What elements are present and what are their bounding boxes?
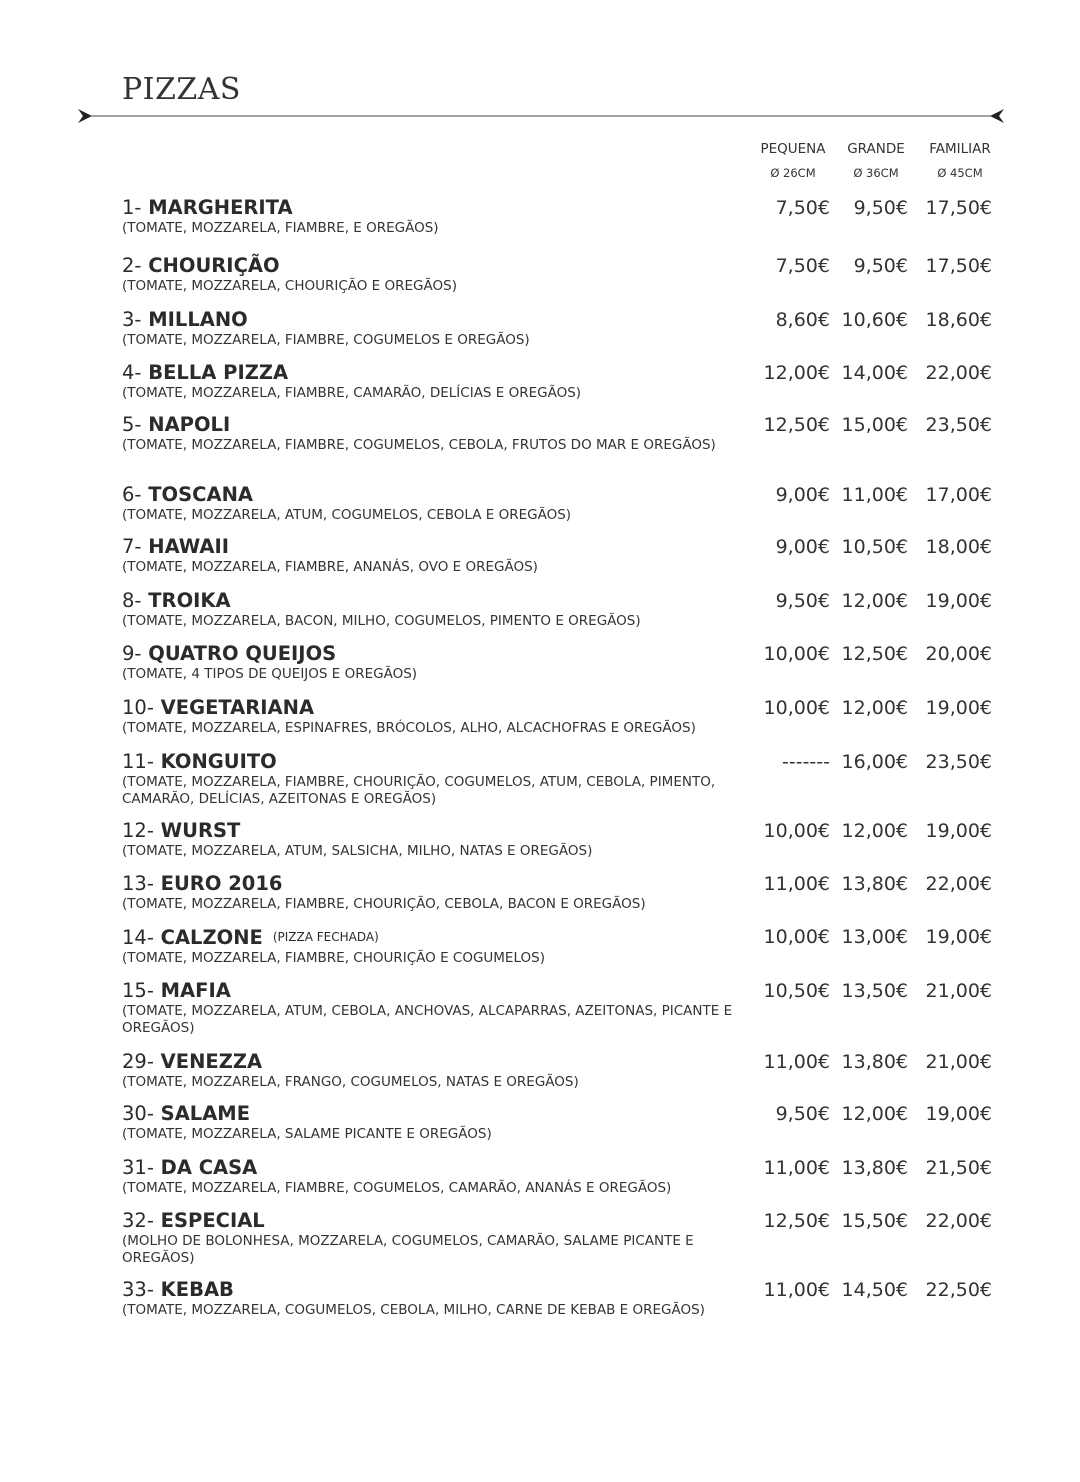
price-familiar: 21,00€ <box>925 980 992 1002</box>
menu-item-name: CALZONE <box>160 926 263 949</box>
menu-item <box>122 873 1002 913</box>
menu-item-name: MILLANO <box>148 308 248 331</box>
menu-item <box>122 414 1002 454</box>
price-pequena: 7,50€ <box>775 255 830 277</box>
menu-item-number: 5- <box>122 413 142 436</box>
price-familiar: 18,60€ <box>925 309 992 331</box>
menu-item <box>122 697 1002 737</box>
price-pequena: 12,00€ <box>763 362 830 384</box>
price-pequena: 7,50€ <box>775 197 830 219</box>
menu-item-description: (TOMATE, MOZZARELA, SALAME PICANTE E OREGÃOS) <box>122 1126 492 1142</box>
price-familiar: 19,00€ <box>925 820 992 842</box>
price-grande: 13,80€ <box>841 873 908 895</box>
menu-item <box>122 820 1002 860</box>
menu-item-name: MARGHERITA <box>148 196 293 219</box>
price-familiar: 22,00€ <box>925 1210 992 1232</box>
price-grande: 13,80€ <box>841 1157 908 1179</box>
menu-item-name: WURST <box>160 819 241 842</box>
price-pequena: 9,00€ <box>775 484 830 506</box>
price-familiar: 19,00€ <box>925 590 992 612</box>
menu-item-name: TROIKA <box>148 589 231 612</box>
column-header-grande <box>831 137 921 185</box>
price-pequena: 10,00€ <box>763 643 830 665</box>
menu-item-description: (TOMATE, MOZZARELA, ATUM, COGUMELOS, CEBOLA E OREGÃOS) <box>122 507 572 523</box>
price-pequena: 11,00€ <box>763 1157 830 1179</box>
column-label: FAMILIAR <box>929 141 991 157</box>
price-familiar: 22,00€ <box>925 362 992 384</box>
price-grande: 9,50€ <box>853 255 908 277</box>
menu-item <box>122 362 1002 402</box>
price-familiar: 17,50€ <box>925 197 992 219</box>
menu-item-name: QUATRO QUEIJOS <box>148 642 337 665</box>
menu-item-number: 4- <box>122 361 142 384</box>
menu-item <box>122 309 1002 349</box>
menu-item <box>122 197 1002 237</box>
price-pequena: 10,00€ <box>763 697 830 719</box>
price-familiar: 19,00€ <box>925 697 992 719</box>
menu-item-description: (TOMATE, MOZZARELA, FIAMBRE, CHOURIÇÃO, CEBOLA, BACON E OREGÃOS) <box>122 896 646 912</box>
price-familiar: 19,00€ <box>925 926 992 948</box>
price-familiar: 18,00€ <box>925 536 992 558</box>
menu-item-name: EURO 2016 <box>160 872 283 895</box>
menu-item <box>122 1157 1002 1197</box>
column-header-familiar <box>915 137 1005 185</box>
column-header-pequena <box>748 137 838 185</box>
menu-item-description: (TOMATE, MOZZARELA, FIAMBRE, ANANÁS, OVO E OREGÃOS) <box>122 559 538 575</box>
menu-item-description: (TOMATE, MOZZARELA, ESPINAFRES, BRÓCOLOS, ALHO, ALCACHOFRAS E OREGÃOS) <box>122 720 696 736</box>
price-grande: 15,00€ <box>841 414 908 436</box>
price-grande: 16,00€ <box>841 751 908 773</box>
price-pequena: 11,00€ <box>763 1279 830 1301</box>
price-familiar: 21,00€ <box>925 1051 992 1073</box>
price-pequena: 9,50€ <box>775 1103 830 1125</box>
menu-item <box>122 1210 1002 1267</box>
menu-item-number: 14- <box>122 926 154 949</box>
menu-item-name: SALAME <box>160 1102 251 1125</box>
menu-item <box>122 536 1002 576</box>
menu-item-description: (TOMATE, MOZZARELA, FIAMBRE, E OREGÃOS) <box>122 220 439 236</box>
menu-item-description: (TOMATE, MOZZARELA, FIAMBRE, CHOURIÇÃO E COGUMELOS) <box>122 950 545 966</box>
price-grande: 13,80€ <box>841 1051 908 1073</box>
menu-item <box>122 643 1002 683</box>
column-size: Ø 45CM <box>937 166 983 180</box>
menu-item-description: (TOMATE, 4 TIPOS DE QUEIJOS E OREGÃOS) <box>122 666 418 682</box>
menu-item-number: 30- <box>122 1102 154 1125</box>
menu-item-description: (TOMATE, MOZZARELA, FIAMBRE, CAMARÃO, DELÍCIAS E OREGÃOS) <box>122 385 582 401</box>
price-familiar: 21,50€ <box>925 1157 992 1179</box>
column-label: PEQUENA <box>760 141 826 157</box>
menu-item-number: 11- <box>122 750 154 773</box>
menu-item-number: 31- <box>122 1156 154 1179</box>
price-pequena: 11,00€ <box>763 873 830 895</box>
menu-item-description: (TOMATE, MOZZARELA, COGUMELOS, CEBOLA, MILHO, CARNE DE KEBAB E OREGÃOS) <box>122 1302 705 1318</box>
price-grande: 13,50€ <box>841 980 908 1002</box>
menu-item-number: 2- <box>122 254 142 277</box>
menu-item-name: KONGUITO <box>160 750 277 773</box>
price-grande: 14,00€ <box>841 362 908 384</box>
menu-item-description: (TOMATE, MOZZARELA, ATUM, CEBOLA, ANCHOVAS, ALCAPARRAS, AZEITONAS, PICANTE E OREGÃOS) <box>122 1003 733 1036</box>
price-pequena: 12,50€ <box>763 414 830 436</box>
menu-item-note: (PIZZA FECHADA) <box>272 930 379 944</box>
price-pequena: 10,50€ <box>763 980 830 1002</box>
menu-item-name: VENEZZA <box>160 1050 263 1073</box>
price-familiar: 17,00€ <box>925 484 992 506</box>
menu-item-name: HAWAII <box>148 535 230 558</box>
page-title: PIZZAS <box>122 72 241 107</box>
price-grande: 13,00€ <box>841 926 908 948</box>
menu-item <box>122 255 1002 295</box>
menu-item <box>122 980 1002 1037</box>
menu-item <box>122 1103 1002 1143</box>
menu-item-number: 3- <box>122 308 142 331</box>
price-familiar: 23,50€ <box>925 751 992 773</box>
price-pequena: 8,60€ <box>775 309 830 331</box>
price-pequena: 9,50€ <box>775 590 830 612</box>
title-divider <box>78 106 1004 126</box>
price-grande: 12,00€ <box>841 590 908 612</box>
menu-item-number: 8- <box>122 589 142 612</box>
price-grande: 11,00€ <box>841 484 908 506</box>
menu-item-number: 7- <box>122 535 142 558</box>
menu-item-number: 10- <box>122 696 154 719</box>
price-pequena: 10,00€ <box>763 926 830 948</box>
column-size: Ø 26CM <box>770 166 816 180</box>
menu-item-name: MAFIA <box>160 979 231 1002</box>
menu-item-name: BELLA PIZZA <box>148 361 289 384</box>
price-pequena: ------- <box>782 751 830 773</box>
price-familiar: 19,00€ <box>925 1103 992 1125</box>
menu-item-number: 1- <box>122 196 142 219</box>
price-pequena: 9,00€ <box>775 536 830 558</box>
menu-item-number: 29- <box>122 1050 154 1073</box>
price-grande: 14,50€ <box>841 1279 908 1301</box>
menu-item-name: ESPECIAL <box>160 1209 265 1232</box>
menu-item-number: 12- <box>122 819 154 842</box>
column-label: GRANDE <box>847 141 905 157</box>
price-grande: 12,00€ <box>841 1103 908 1125</box>
menu-item <box>122 926 1002 967</box>
menu-item-description: (TOMATE, MOZZARELA, FIAMBRE, COGUMELOS, CAMARÃO, ANANÁS E OREGÃOS) <box>122 1180 672 1196</box>
price-familiar: 22,50€ <box>925 1279 992 1301</box>
price-pequena: 12,50€ <box>763 1210 830 1232</box>
menu-item-description: (TOMATE, MOZZARELA, FRANGO, COGUMELOS, NATAS E OREGÃOS) <box>122 1074 579 1090</box>
price-grande: 12,00€ <box>841 820 908 842</box>
menu-item <box>122 1279 1002 1319</box>
menu-item-number: 13- <box>122 872 154 895</box>
menu-item-name: KEBAB <box>160 1278 234 1301</box>
price-grande: 12,50€ <box>841 643 908 665</box>
menu-item-description: (TOMATE, MOZZARELA, BACON, MILHO, COGUMELOS, PIMENTO E OREGÃOS) <box>122 613 641 629</box>
price-familiar: 22,00€ <box>925 873 992 895</box>
price-pequena: 10,00€ <box>763 820 830 842</box>
menu-item-description: (TOMATE, MOZZARELA, FIAMBRE, CHOURIÇÃO, COGUMELOS, ATUM, CEBOLA, PIMENTO, CAMARÃO, DELÍCIAS, AZEITONAS E OREGÃOS) <box>122 774 716 807</box>
menu-item <box>122 590 1002 630</box>
menu-item <box>122 751 1002 808</box>
arrow-left-icon <box>78 109 92 123</box>
menu-item-name: TOSCANA <box>148 483 253 506</box>
price-familiar: 17,50€ <box>925 255 992 277</box>
menu-item-number: 15- <box>122 979 154 1002</box>
menu-item-description: (TOMATE, MOZZARELA, FIAMBRE, COGUMELOS, CEBOLA, FRUTOS DO MAR E OREGÃOS) <box>122 437 716 453</box>
menu-item-description: (TOMATE, MOZZARELA, CHOURIÇÃO E OREGÃOS) <box>122 278 457 294</box>
menu-item-number: 32- <box>122 1209 154 1232</box>
menu-item-number: 9- <box>122 642 142 665</box>
menu-item-number: 33- <box>122 1278 154 1301</box>
menu-item-name: NAPOLI <box>148 413 231 436</box>
menu-item-number: 6- <box>122 483 142 506</box>
price-grande: 15,50€ <box>841 1210 908 1232</box>
arrow-right-icon <box>990 109 1004 123</box>
price-familiar: 23,50€ <box>925 414 992 436</box>
menu-item-name: DA CASA <box>160 1156 258 1179</box>
menu-item <box>122 484 1002 524</box>
menu-item-description: (TOMATE, MOZZARELA, ATUM, SALSICHA, MILHO, NATAS E OREGÃOS) <box>122 843 593 859</box>
price-pequena: 11,00€ <box>763 1051 830 1073</box>
column-size: Ø 36CM <box>853 166 899 180</box>
menu-item-name: VEGETARIANA <box>160 696 315 719</box>
price-grande: 10,60€ <box>841 309 908 331</box>
menu-item-name: CHOURIÇÃO <box>148 254 280 277</box>
price-grande: 12,00€ <box>841 697 908 719</box>
menu-item-description: (MOLHO DE BOLONHESA, MOZZARELA, COGUMELOS, CAMARÃO, SALAME PICANTE E OREGÃOS) <box>122 1233 694 1266</box>
menu-item-description: (TOMATE, MOZZARELA, FIAMBRE, COGUMELOS E OREGÃOS) <box>122 332 530 348</box>
menu-item <box>122 1051 1002 1091</box>
price-grande: 10,50€ <box>841 536 908 558</box>
price-grande: 9,50€ <box>853 197 908 219</box>
price-familiar: 20,00€ <box>925 643 992 665</box>
